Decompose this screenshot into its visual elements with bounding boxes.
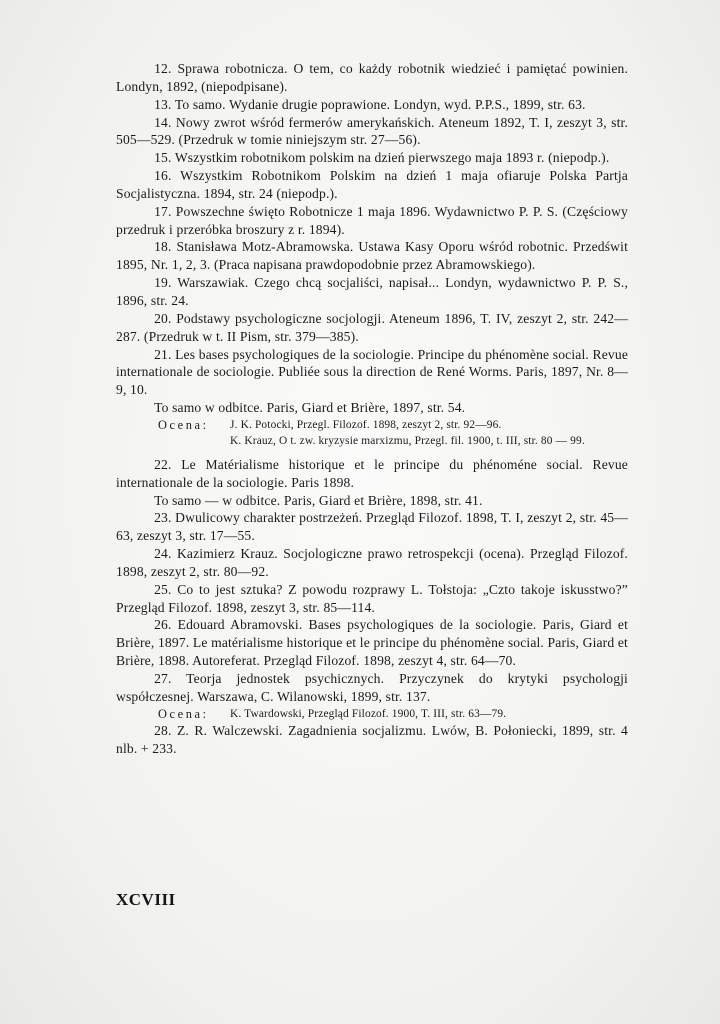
- bibliography-entry-26: 26. Edouard Abramovski. Bases psychologiques de la sociologie. Paris, Giard et Brière, 1897. Le matérialisme historique et le principe du phénomène social. Paris, Giard et Brière, 1898. Autoreferat. Przegląd Filozof. 1898, zeszyt 4, str. 64—70.: [116, 617, 628, 669]
- review-line: K. Krauz, O t. zw. kryzysie marxizmu, Przegl. fil. 1900, t. III, str. 80 — 99.: [230, 435, 585, 448]
- entry-27-review: [116, 706, 628, 723]
- bibliography-entry-16: 16. Wszystkim Robotnikom Polskim na dzień 1 maja ofiaruje Polska Partja Socjalistyczna. 1894, str. 24 (niepodp.).: [116, 168, 628, 201]
- entry-21-reviews: [116, 417, 628, 450]
- bibliography-entry-23: 23. Dwulicowy charakter postrzeżeń. Przegląd Filozof. 1898, T. I, zeszyt 2, str. 45—63, zeszyt 3, str. 17—55.: [116, 510, 628, 544]
- bibliography-entry-18: 18. Stanisława Motz-Abramowska. Ustawa Kasy Oporu wśród robotnic. Przedświt 1895, Nr. 1, 2, 3. (Praca napisana prawdopodobnie przez Abramowskiego).: [116, 239, 628, 273]
- bibliography-entry-25: 25. Co to jest sztuka? Z powodu rozprawy L. Tołstoja: „Czto takoje iskusstwo?” Przegląd Filozof. 1898, zeszyt 3, str. 85—114.: [116, 581, 628, 615]
- review-label: Ocena:: [158, 706, 209, 721]
- bibliography-entry-19: 19. Warszawiak. Czego chcą socjaliści, napisał... Londyn, wydawnictwo P. P. S., 1896, str. 24.: [116, 275, 628, 308]
- entry-22-reprint: To samo — w odbitce. Paris, Giard et Brière, 1898, str. 41.: [154, 492, 483, 508]
- bibliography-entry-24: 24. Kazimierz Krauz. Socjologiczne prawo retrospekcji (ocena). Przegląd Filozof. 1898, zeszyt 2, str. 80—92.: [116, 546, 628, 579]
- review-label: Ocena:: [158, 417, 209, 432]
- bibliography-entry-12: 12. Sprawa robotnicza. O tem, co każdy robotnik wiedzieć i pamiętać powinien. Londyn, 1892, (niepodpisane).: [116, 61, 628, 94]
- bibliography-entry-21: 21. Les bases psychologiques de la sociologie. Principe du phénomène social. Revue internationale de sociologie. Publiée sous la direction de René Worms. Paris, 1897, Nr. 8—9, 10.: [116, 346, 628, 398]
- bibliography-entry-28: 28. Z. R. Walczewski. Zagadnienia socjalizmu. Lwów, B. Połoniecki, 1899, str. 4 nlb. + 233.: [116, 723, 628, 757]
- bibliography-entry-20: 20. Podstawy psychologiczne socjologji. Ateneum 1896, T. IV, zeszyt 2, str. 242—287. (Przedruk w t. II Pism, str. 379—385).: [116, 310, 628, 344]
- bibliography-entry-15: 15. Wszystkim robotnikom polskim na dzień pierwszego maja 1893 r. (niepodp.).: [154, 150, 610, 166]
- entry-21-reprint: To samo w odbitce. Paris, Giard et Brière, 1897, str. 54.: [154, 400, 466, 416]
- review-line: K. Twardowski, Przegląd Filozof. 1900, T. III, str. 63—79.: [230, 707, 507, 720]
- bibliography-entry-27: 27. Teorja jednostek psychicznych. Przyczynek do krytyki psychologji współczesnej. Warszawa, C. Wilanowski, 1899, str. 137.: [116, 671, 628, 704]
- bibliography-entry-22: 22. Le Matérialisme historique et le principe du phénoméne social. Revue internationale de la sociologie. Paris 1898.: [116, 456, 628, 490]
- bibliography-entry-14: 14. Nowy zwrot wśród fermerów amerykańskich. Ateneum 1892, T. I, zeszyt 3, str. 505—529. (Przedruk w tomie niniejszym str. 27—56).: [116, 114, 628, 148]
- bibliography-entry-17: 17. Powszechne święto Robotnicze 1 maja 1896. Wydawnictwo P. P. S. (Częściowy przedruk i przeróbka broszury z r. 1894).: [116, 203, 628, 237]
- page-number: XCVIII: [116, 890, 176, 909]
- review-line: J. K. Potocki, Przegl. Filozof. 1898, zeszyt 2, str. 92—96.: [230, 418, 502, 431]
- bibliography-entry-13: 13. To samo. Wydanie drugie poprawione. Londyn, wyd. P.P.S., 1899, str. 63.: [154, 96, 586, 112]
- bibliography-list: [116, 60, 628, 758]
